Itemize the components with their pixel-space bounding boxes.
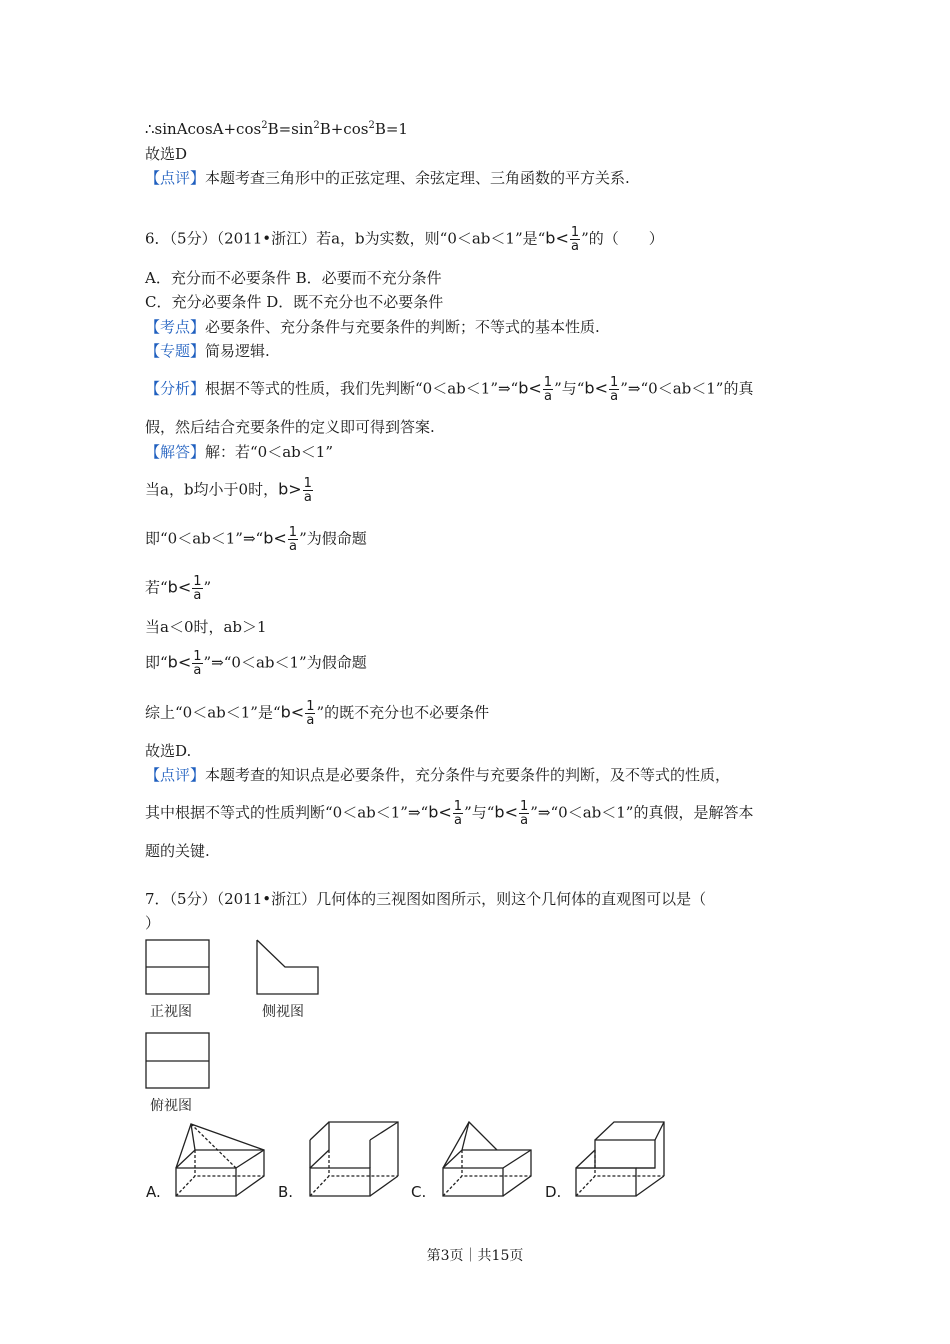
- q6-fenxi-cont: 假，然后结合充要条件的定义即可得到答案.: [145, 418, 435, 436]
- equation-line: $\therefore sinAcosA+\cos^2B=\sin^2B+\cos^2B=1$: [145, 120, 408, 138]
- q6-step-6: 综上“0＜ab＜1”是“b< $\frac{1}{a}$ ”的既不充分也不必要条件: [145, 699, 490, 728]
- top-view-label: 俯视图: [150, 1098, 192, 1114]
- front-view-label: 正视图: [150, 1004, 192, 1020]
- q6-kaodian: 【考点】必要条件、充分条件与充要条件的判断；不等式的基本性质.: [145, 318, 600, 336]
- fraction: $\frac{1}{a}$: [570, 225, 580, 254]
- answer-line: 故选D: [145, 145, 188, 163]
- comment-tag: 【点评】: [145, 169, 206, 187]
- option-d-figure: [576, 1122, 664, 1196]
- side-view-label: 侧视图: [262, 1004, 304, 1020]
- option-a-label: A.: [146, 1183, 161, 1201]
- q6-options-cd: C．充分必要条件 D．既不充分也不必要条件: [145, 293, 444, 311]
- q6-step-2: 即“0＜ab＜1”⇒“b< $\frac{1}{a}$ ”为假命题: [145, 525, 367, 554]
- option-d-label: D.: [545, 1183, 562, 1201]
- q7-stem: 7．（5分）（2011•浙江）几何体的三视图如图所示，则这个几何体的直观图可以是（: [145, 890, 707, 908]
- q6-dianping: 【点评】本题考查的知识点是必要条件，充分条件与充要条件的判断，及不等式的性质，: [145, 766, 731, 784]
- q7-stem-end: ）: [145, 914, 161, 932]
- q6-step-3: 若“b< $\frac{1}{a}$ ”: [145, 574, 212, 603]
- q6-step-4: 当a＜0时，ab＞1: [145, 618, 267, 636]
- option-c-label: C.: [411, 1183, 427, 1201]
- q6-zhuanti: 【专题】简易逻辑.: [145, 342, 270, 360]
- side-view: [257, 940, 318, 994]
- front-view: [146, 940, 209, 994]
- top-view: [146, 1033, 209, 1088]
- option-b-figure: [310, 1122, 398, 1196]
- q6-stem: 6．（5分）（2011•浙江）若a，b为实数，则“0＜ab＜1”是“b< $\frac{1}{a}$ ”的（ ）: [145, 225, 664, 254]
- q6-step-5: 即“b< $\frac{1}{a}$ ”⇒“0＜ab＜1”为假命题: [145, 649, 367, 678]
- option-c-figure: [443, 1122, 531, 1196]
- q6-dianping-cont: 其中根据不等式的性质判断“0＜ab＜1”⇒“b< $\frac{1}{a}$ ”与“b< $\frac{1}{a}$ ”⇒“0＜ab＜1”的真假，是解答本: [145, 799, 754, 828]
- option-a-figure: [176, 1124, 264, 1196]
- q6-step-1: 当a，b均小于0时，b> $\frac{1}{a}$: [145, 476, 312, 505]
- option-b-label: B.: [278, 1183, 294, 1201]
- q6-step-7: 故选D.: [145, 742, 192, 760]
- q6-fenxi: 【分析】根据不等式的性质，我们先判断“0＜ab＜1”⇒“b< $\frac{1}{a}$ ”与“b< $\frac{1}{a}$ ”⇒“0＜ab＜1”的真: [145, 375, 754, 404]
- q6-jieda: 【解答】解：若“0＜ab＜1”: [145, 443, 333, 461]
- q6-options-ab: A．充分而不必要条件 B．必要而不充分条件: [145, 269, 442, 287]
- q6-dianping-end: 题的关键.: [145, 842, 210, 860]
- page-footer: 第3页｜共15页: [426, 1248, 524, 1264]
- comment-line: 【点评】本题考查三角形中的正弦定理、余弦定理、三角函数的平方关系.: [145, 169, 630, 187]
